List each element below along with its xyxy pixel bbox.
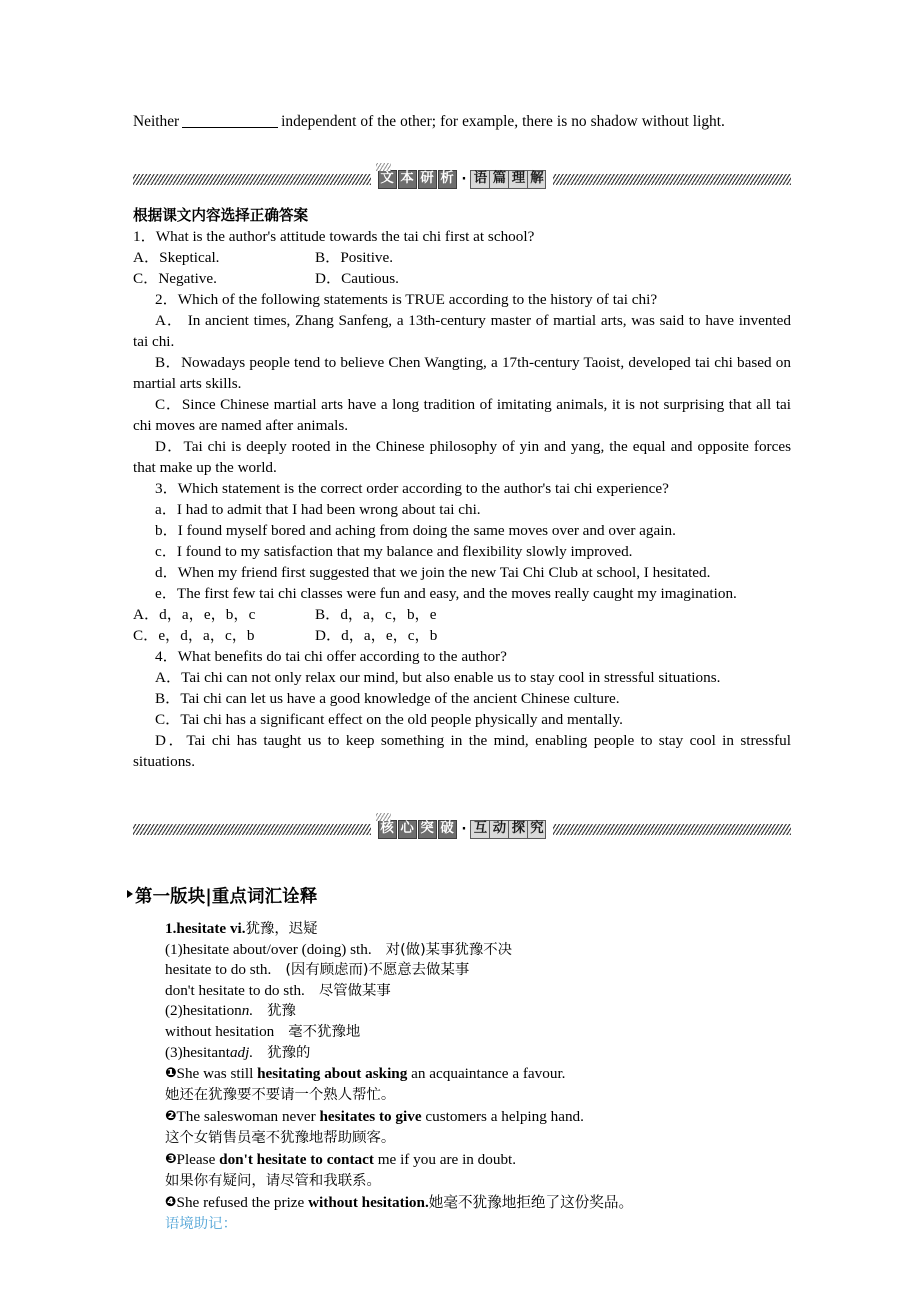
example-marker: ❷ <box>165 1107 177 1124</box>
banner-char-box: 解 <box>527 170 546 189</box>
lead-text-before: Neither <box>133 113 180 130</box>
option-1b[interactable]: B．Positive. <box>315 249 394 266</box>
example-marker: ❹ <box>165 1193 177 1210</box>
banner-char-box: 析 <box>438 170 457 189</box>
question-3-options-row-1 <box>133 604 791 625</box>
option-4a[interactable]: A．Tai chi can not only relax our mind, but also enable us to stay cool in stressful situations. <box>155 669 721 686</box>
usage-cn: 毫不犹豫地 <box>288 1023 361 1040</box>
statement-3c: c．I found to my satisfaction that my balance and flexibility slowly improved. <box>155 543 633 560</box>
example-bold: hesitating about asking <box>257 1065 408 1083</box>
banner2-light-chars <box>470 820 546 839</box>
banner-hatch-left <box>133 824 371 835</box>
headword-gloss: 犹豫，迟疑 <box>245 921 318 937</box>
usage-cn: 尽管做某事 <box>318 982 391 999</box>
lead-text-after: independent of the other; for example, there is no shadow without light. <box>281 113 725 130</box>
usage-en: without hesitation <box>165 1022 275 1040</box>
example-marker: ❸ <box>165 1150 177 1167</box>
option-2b[interactable]: B．Nowadays people tend to believe Chen Wangting, a 17th-century Taoist, developed tai chi based on martial arts skills. <box>133 354 791 392</box>
example-inline-translation: 她毫不犹豫地拒绝了这份奖品。 <box>428 1193 634 1211</box>
usage-cn: 犹豫 <box>267 1003 296 1020</box>
banner-label-group <box>378 170 547 189</box>
triangle-marker-icon <box>127 890 133 898</box>
example-sentence-1 <box>165 1063 791 1085</box>
banner-hatch-right <box>553 174 791 185</box>
banner-char-box: 破 <box>438 820 457 839</box>
example-post: an acquaintance a favour. <box>407 1065 566 1083</box>
banner-label-group <box>378 820 547 839</box>
example-post: me if you are in doubt. <box>373 1150 517 1168</box>
example-pre: The saleswoman never <box>176 1107 320 1125</box>
usage-cn: 对(做)某事犹豫不决 <box>385 941 513 958</box>
option-3d[interactable]: D．d，a，e，c，b <box>315 627 438 644</box>
vocab-usage-row <box>165 1043 791 1064</box>
example-sentence-3 <box>165 1149 791 1171</box>
question-3-options-row-2 <box>133 625 791 646</box>
option-2d[interactable]: D．Tai chi is deeply rooted in the Chinese philosophy of yin and yang, the equal and opposite forces that make up the world. <box>133 438 791 476</box>
example-bold: don't hesitate to contact <box>219 1150 374 1168</box>
banner-char-box: 研 <box>418 170 437 189</box>
usage-cn: (因有顾虑而)不愿意去做某事 <box>285 962 470 979</box>
example-sentence-4 <box>165 1192 791 1214</box>
banner-char-box: 语 <box>470 170 489 189</box>
vocab-usage-row <box>165 1022 791 1043</box>
banner-char-box: 动 <box>489 820 508 839</box>
option-2c[interactable]: C．Since Chinese martial arts have a long tradition of imitating animals, it is not surprising that all tai chi moves are named after animals. <box>133 396 791 434</box>
answer-blank[interactable] <box>182 127 278 128</box>
usage-pos: adj. <box>229 1043 254 1061</box>
banner-char-box: 核 <box>378 820 397 839</box>
banner-char-box: 究 <box>527 820 546 839</box>
banner-char-box: 篇 <box>489 170 508 189</box>
banner-hatch-left <box>133 174 371 185</box>
option-1c[interactable]: C．Negative. <box>133 270 217 287</box>
vocab-usage-row <box>165 940 791 961</box>
usage-en: (2)hesitation <box>165 1002 242 1020</box>
option-1d[interactable]: D．Cautious. <box>315 270 399 287</box>
example-translation-3: 如果你有疑问，请尽管和我联系。 <box>165 1172 381 1189</box>
option-4d[interactable]: D．Tai chi has taught us to keep something in the mind, enabling people to stay cool in stressful situations. <box>133 732 791 770</box>
module-heading <box>127 882 791 907</box>
example-sentence-2 <box>165 1106 791 1128</box>
question-1-options-row-1 <box>133 247 791 268</box>
vocab-usage-row <box>165 981 791 1002</box>
banner-char-box: 本 <box>398 170 417 189</box>
context-hint-label: 语境助记： <box>165 1216 237 1233</box>
option-3c[interactable]: C．e，d，a，c，b <box>133 627 255 644</box>
option-4c[interactable]: C．Tai chi has a significant effect on the old people physically and mentally. <box>155 711 623 728</box>
module-heading-text: 第一版块|重点词汇诠释 <box>135 887 318 907</box>
usage-en: (1)hesitate about/over (doing) sth. <box>165 940 372 958</box>
example-pre: Please <box>176 1150 220 1168</box>
reading-instruction: 根据课文内容选择正确答案 <box>133 207 309 224</box>
banner-char-box: 心 <box>398 820 417 839</box>
question-stem-3: 3．Which statement is the correct order according to the author's tai chi experience? <box>155 480 669 497</box>
option-1a[interactable]: A．Skeptical. <box>133 249 220 266</box>
question-1-options-row-2 <box>133 268 791 289</box>
entry-number: 1. <box>165 920 177 937</box>
example-post: customers a helping hand. <box>421 1107 584 1125</box>
banner-char-box: 文 <box>378 170 397 189</box>
banner-char-box: 探 <box>508 820 527 839</box>
option-3a[interactable]: A．d，a，e，b，c <box>133 606 256 623</box>
usage-en: hesitate to do sth. <box>165 961 272 979</box>
example-marker: ❶ <box>165 1065 177 1082</box>
question-stem-2: 2．Which of the following statements is TRUE according to the history of tai chi? <box>155 291 658 308</box>
usage-en: (3)hesitant <box>165 1043 230 1061</box>
statement-3b: b．I found myself bored and aching from doing the same moves over and over again. <box>155 522 676 539</box>
section-banner-core-breakthrough <box>133 816 791 842</box>
banner1-light-chars <box>470 170 546 189</box>
banner2-dark-chars <box>378 820 458 839</box>
fill-in-blank-sentence <box>133 111 791 132</box>
banner-hatch-right <box>553 824 791 835</box>
example-translation-2: 这个女销售员毫不犹豫地帮助顾客。 <box>165 1129 396 1146</box>
vocabulary-entry-hesitate <box>165 919 791 1235</box>
statement-3d: d．When my friend first suggested that we join the new Tai Chi Club at school, I hesitated. <box>155 564 711 581</box>
section-banner-text-analysis <box>133 166 791 192</box>
statement-3e: e．The first few tai chi classes were fun and easy, and the moves really caught my imagination. <box>155 585 737 602</box>
example-bold: without hesitation. <box>308 1193 429 1211</box>
statement-3a: a．I had to admit that I had been wrong about tai chi. <box>155 501 481 518</box>
usage-en: don't hesitate to do sth. <box>165 981 305 999</box>
option-2a[interactable]: A． In ancient times, Zhang Sanfeng, a 13th-century master of martial arts, was said to have invented tai chi. <box>133 312 791 350</box>
vocab-headword-row <box>165 919 791 940</box>
page-content <box>133 0 791 1235</box>
banner1-dark-chars <box>378 170 458 189</box>
banner-separator: · <box>461 171 467 187</box>
example-translation-1: 她还在犹豫要不要请一个熟人帮忙。 <box>165 1086 396 1103</box>
usage-pos: n. <box>241 1002 254 1020</box>
option-3b[interactable]: B．d，a，c，b，e <box>315 606 437 623</box>
example-pre: She refused the prize <box>176 1193 309 1211</box>
banner-separator: · <box>461 821 467 837</box>
option-4b[interactable]: B．Tai chi can let us have a good knowledge of the ancient Chinese culture. <box>155 690 620 707</box>
banner-char-box: 互 <box>470 820 489 839</box>
question-stem-1: 1．What is the author's attitude towards the tai chi first at school? <box>133 228 535 245</box>
example-bold: hesitates to give <box>319 1107 422 1125</box>
usage-cn: 犹豫的 <box>267 1044 311 1061</box>
vocab-usage-row <box>165 960 791 981</box>
banner-char-box: 理 <box>508 170 527 189</box>
question-stem-4: 4．What benefits do tai chi offer according to the author? <box>155 648 507 665</box>
headword: hesitate vi. <box>176 920 246 937</box>
example-pre: She was still <box>176 1065 258 1083</box>
banner-char-box: 突 <box>418 820 437 839</box>
vocab-usage-row <box>165 1001 791 1022</box>
